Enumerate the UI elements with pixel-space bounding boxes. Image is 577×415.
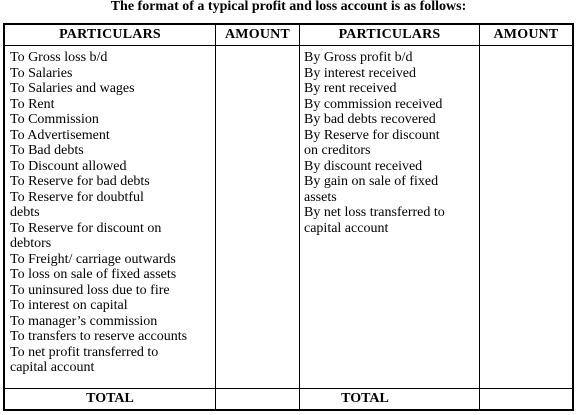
line-item: on creditors <box>304 143 371 158</box>
line-item: debts <box>10 205 40 220</box>
line-item: To Rent <box>10 96 55 112</box>
column-divider <box>215 25 216 409</box>
line-item: To transfers to reserve accounts <box>10 329 188 344</box>
line-item: To Bad debts <box>10 143 84 158</box>
header-particulars-right: PARTICULARS <box>338 27 441 42</box>
line-item: To Salaries <box>10 65 73 81</box>
line-item: To Reserve for bad debts <box>10 174 150 189</box>
line-item: By net loss transferred to <box>304 205 445 220</box>
header-amount-left: AMOUNT <box>225 27 290 42</box>
line-item: capital account <box>10 360 95 375</box>
line-item: To Reserve for doubtful <box>10 189 144 205</box>
line-item: To net profit transferred to <box>10 344 159 360</box>
line-item: To Gross loss b/d <box>10 50 108 65</box>
line-item: To Salaries and wages <box>10 81 135 96</box>
line-item: To uninsured loss due to fire <box>10 282 170 298</box>
profit-loss-table <box>3 23 574 411</box>
line-item: To Advertisement <box>10 127 110 143</box>
line-item: By Gross profit b/d <box>304 50 413 65</box>
line-item: By rent received <box>304 81 397 96</box>
line-item: To interest on capital <box>10 298 128 313</box>
line-item: capital account <box>304 220 389 236</box>
total-right: TOTAL <box>341 391 389 406</box>
line-item: By discount received <box>304 158 423 174</box>
line-item: To manager’s commission <box>10 313 158 329</box>
line-item: To Reserve for discount on <box>10 220 162 236</box>
line-item: By commission received <box>304 96 443 112</box>
column-divider <box>479 25 480 409</box>
line-item: By bad debts recovered <box>304 112 436 127</box>
line-item: To Freight/ carriage outwards <box>10 251 176 267</box>
line-item: To loss on sale of fixed assets <box>10 267 177 282</box>
line-item: By gain on sale of fixed <box>304 174 439 189</box>
column-divider <box>299 25 300 409</box>
line-item: By Reserve for discount <box>304 127 440 143</box>
total-left: TOTAL <box>86 391 134 406</box>
line-item: By interest received <box>304 65 416 81</box>
line-item: To Commission <box>10 112 99 127</box>
debit-items <box>10 50 214 376</box>
line-item: assets <box>304 189 337 205</box>
header-amount-right: AMOUNT <box>493 27 559 42</box>
header-particulars-left: PARTICULARS <box>59 27 161 42</box>
header-divider <box>5 45 572 46</box>
line-item: debtors <box>10 236 52 251</box>
credit-items <box>304 50 478 236</box>
page-title: The format of a typical profit and loss account is as follows: <box>110 0 467 14</box>
line-item: To Discount allowed <box>10 158 127 174</box>
